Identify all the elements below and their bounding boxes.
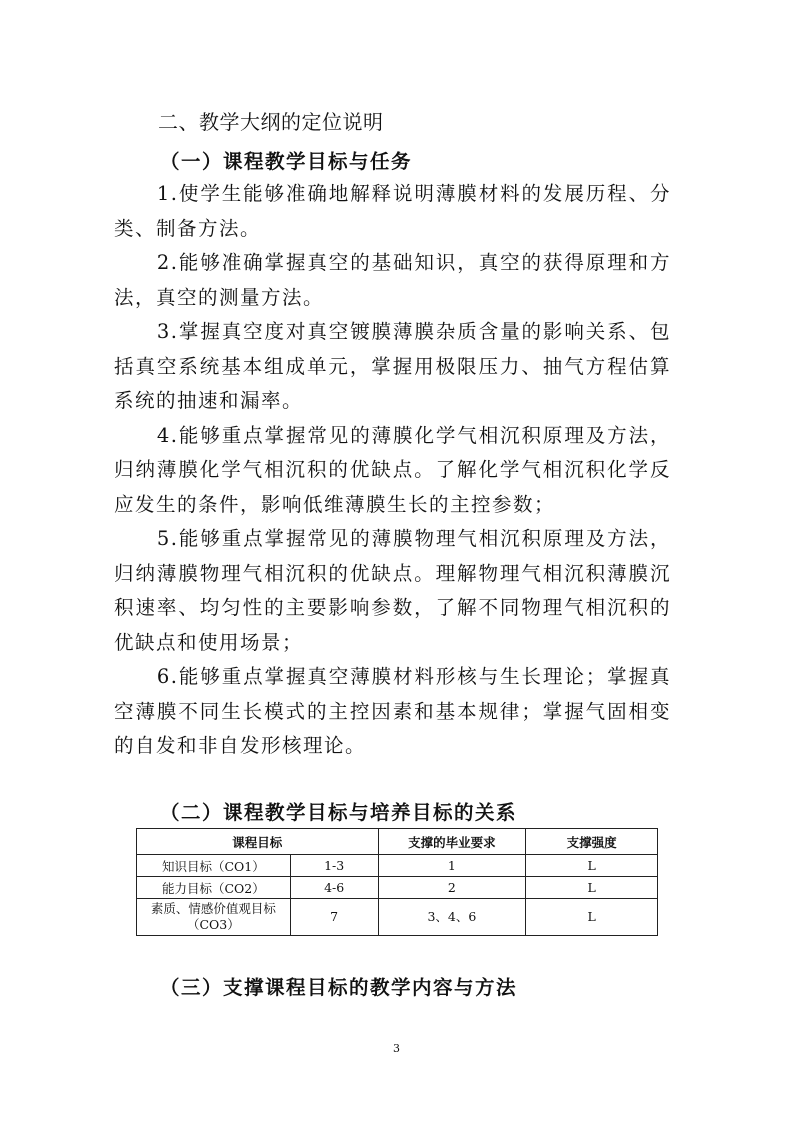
cell-index: 7	[290, 899, 378, 936]
cell-index: 4-6	[290, 877, 378, 899]
objective-item: 4.能够重点掌握常见的薄膜化学气相沉积原理及方法，归纳薄膜化学气相沉积的优缺点。了解化学气相沉积化学反应发生的条件，影响低维薄膜生长的主控参数；	[114, 423, 671, 516]
objective-item: 3.掌握真空度对真空镀膜薄膜杂质含量的影响关系、包括真空系统基本组成单元，掌握用极限压力、抽气方程估算系统的抽速和漏率。	[114, 320, 671, 412]
header-graduation-requirement: 支撑的毕业要求	[378, 829, 526, 855]
page-number: 3	[393, 1042, 400, 1055]
header-support-strength: 支撑强度	[526, 829, 658, 855]
objective-item: 2.能够准确掌握真空的基础知识，真空的获得原理和方法，真空的测量方法。	[114, 251, 671, 309]
table-row	[137, 877, 658, 899]
subsection-3-title: （三）支撑课程目标的教学内容与方法	[160, 976, 518, 999]
cell-strength: L	[526, 855, 658, 877]
objective-item: 6.能够重点掌握真空薄膜材料形核与生长理论；掌握真空薄膜不同生长模式的主控因素和基本规律；掌握气固相变的自发和非自发形核理论。	[114, 665, 671, 757]
objective-item: 5.能够重点掌握常见的薄膜物理气相沉积原理及方法，归纳薄膜物理气相沉积的优缺点。理解物理气相沉积薄膜沉积速率、均匀性的主要影响参数，了解不同物理气相沉积的优缺点和使用场景；	[114, 527, 671, 654]
objectives-list	[114, 177, 671, 764]
objectives-relation-table	[136, 828, 658, 936]
cell-strength: L	[526, 877, 658, 899]
header-course-goal: 课程目标	[137, 829, 379, 855]
table-row	[137, 855, 658, 877]
subsection-2-title: （二）课程教学目标与培养目标的关系	[160, 801, 518, 824]
cell-requirement: 1	[378, 855, 526, 877]
subsection-1-title: （一）课程教学目标与任务	[160, 150, 413, 173]
cell-strength: L	[526, 899, 658, 936]
cell-goal: 能力目标（CO2）	[137, 877, 291, 899]
cell-requirement: 2	[378, 877, 526, 899]
cell-goal: 素质、情感价值观目标（CO3）	[137, 899, 291, 936]
section-title: 二、教学大纲的定位说明	[158, 110, 384, 134]
cell-requirement: 3、4、6	[378, 899, 526, 936]
objective-item: 1.使学生能够准确地解释说明薄膜材料的发展历程、分类、制备方法。	[114, 182, 671, 240]
table-header-row	[137, 829, 658, 855]
table-row	[137, 899, 658, 936]
cell-index: 1-3	[290, 855, 378, 877]
cell-goal: 知识目标（CO1）	[137, 855, 291, 877]
